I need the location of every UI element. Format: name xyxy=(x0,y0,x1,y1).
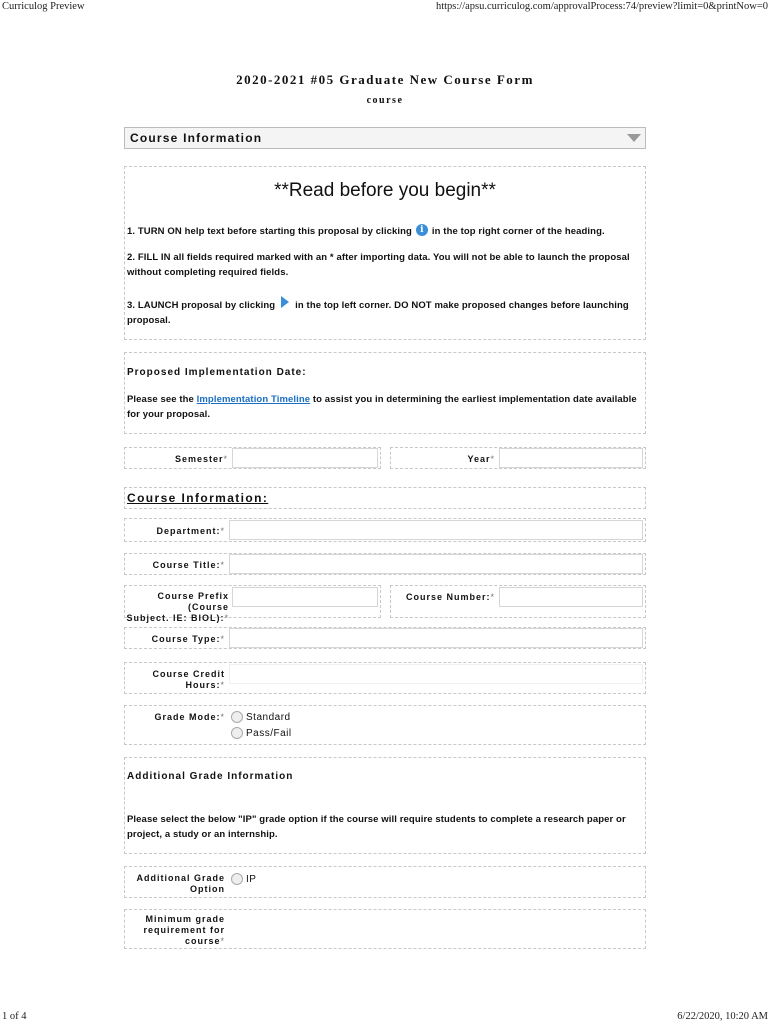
launch-arrow-icon xyxy=(281,296,289,308)
grade-mode-standard-label: Standard xyxy=(246,712,291,723)
print-footer xyxy=(0,1011,770,1024)
print-header-url: https://apsu.curriculog.com/approvalProcess:74/preview?limit=0&printNow=0 xyxy=(435,1,768,12)
course-information-heading: Course Information: xyxy=(127,491,269,505)
print-header xyxy=(0,1,770,15)
semester-input[interactable] xyxy=(232,448,378,468)
course-prefix-input[interactable] xyxy=(232,587,378,607)
page-count: 1 of 4 xyxy=(2,1011,27,1022)
course-type-input[interactable] xyxy=(229,628,643,648)
form-title: 2020-2021 #05 Graduate New Course Form xyxy=(236,72,534,87)
step1-text-after: in the top right corner of the heading. xyxy=(431,226,605,237)
credit-hours-input[interactable] xyxy=(229,664,643,684)
credit-hours-label: Course Credit Hours:* xyxy=(152,669,225,690)
section-header-label: Course Information xyxy=(130,131,263,145)
instructions-title: **Read before you begin** xyxy=(274,180,496,201)
course-title-input[interactable] xyxy=(229,554,643,574)
course-number-label: Course Number:* xyxy=(405,592,495,602)
step1-text-before: 1. TURN ON help text before starting this proposal by clicking xyxy=(127,226,412,237)
instruction-step-2: 2. FILL IN all fields required marked with an * after importing data. You will not be able to launch the proposal without completing required fields. xyxy=(127,252,630,278)
chevron-down-icon[interactable] xyxy=(627,134,641,142)
grade-mode-standard-radio[interactable] xyxy=(231,711,243,723)
info-icon: i xyxy=(416,224,428,236)
form-subtitle: course xyxy=(366,95,404,106)
print-timestamp: 6/22/2020, 10:20 AM xyxy=(677,1011,768,1022)
additional-grade-ip-label: IP xyxy=(246,874,257,885)
course-prefix-label: Course Prefix (Course Subject. IE: BIOL):* xyxy=(126,591,229,623)
grade-mode-pass-fail-label: Pass/Fail xyxy=(246,728,292,739)
implementation-heading: Proposed Implementation Date: xyxy=(127,367,307,378)
implementation-timeline-link[interactable]: Implementation Timeline xyxy=(196,394,311,405)
implementation-text xyxy=(127,392,642,422)
course-type-label: Course Type:* xyxy=(151,634,225,644)
instruction-step-1 xyxy=(127,224,642,239)
course-number-input[interactable] xyxy=(499,587,643,607)
grade-mode-pass-fail-radio[interactable] xyxy=(231,727,243,739)
additional-grade-text: Please select the below "IP" grade option if the course will require students to complete a research paper or project, a study or an internship. xyxy=(127,814,626,840)
minimum-grade-label: Minimum grade requirement for course* xyxy=(143,914,225,946)
step3-text-after: in the top left corner. DO NOT make proposed changes before launching proposal. xyxy=(127,300,629,326)
department-input[interactable] xyxy=(229,520,643,540)
print-header-title: Curriculog Preview xyxy=(2,1,85,12)
department-label: Department:* xyxy=(156,526,225,536)
additional-grade-ip-radio[interactable] xyxy=(231,873,243,885)
grade-mode-row xyxy=(124,705,646,745)
year-label: Year* xyxy=(467,454,495,464)
additional-grade-heading: Additional Grade Information xyxy=(127,771,294,782)
semester-label: Semester* xyxy=(174,454,228,464)
course-title-label: Course Title:* xyxy=(152,560,225,570)
year-input[interactable] xyxy=(499,448,643,468)
step3-text-before: 3. LAUNCH proposal by clicking xyxy=(127,300,276,311)
additional-grade-option-label: Additional Grade Option xyxy=(136,873,225,894)
implementation-text-before: Please see the xyxy=(127,394,194,405)
implementation-text-after: to assist you in determining the earliest implementation date available for your proposal. xyxy=(127,394,637,420)
instruction-step-3 xyxy=(127,296,642,328)
section-header-course-information[interactable] xyxy=(124,127,646,149)
grade-mode-label: Grade Mode:* xyxy=(154,712,225,722)
